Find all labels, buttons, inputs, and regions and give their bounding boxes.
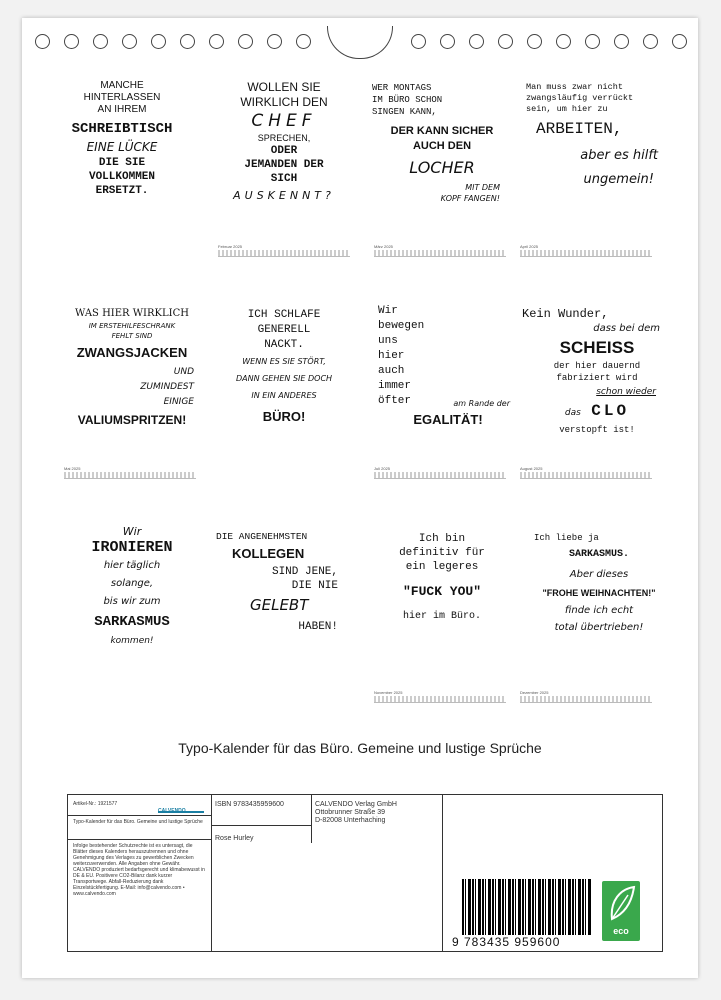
quote-line: IM BÜRO SCHON (372, 95, 443, 105)
quote-line: hier täglich (103, 560, 161, 571)
quote-line: der hier dauernd (553, 361, 641, 371)
binding-ring (469, 34, 484, 49)
binding-ring (411, 34, 426, 49)
quote-line: sein, um hier zu (526, 104, 608, 114)
quote-line: DIE SIE (98, 157, 146, 169)
quote-line: dass bei dem (593, 323, 660, 334)
quote-line: SPRECHEN, (257, 133, 311, 143)
quote-line: IN EIN ANDERES (251, 391, 317, 400)
quote-line: FEHLT SIND (111, 332, 153, 340)
quote-line: SCHEISS (559, 338, 635, 357)
quote-line: IM ERSTEHILFESCHRANK (88, 322, 176, 330)
binding-ring (93, 34, 108, 49)
mini-calendar (520, 244, 652, 258)
quote-line: Ich bin (418, 533, 466, 545)
quote-line: DANN GEHEN SIE DOCH (235, 374, 333, 383)
quote-line: definitiv für (399, 547, 485, 559)
mini-calendar (374, 690, 506, 704)
mini-calendar (64, 466, 196, 480)
binding-ring (527, 34, 542, 49)
quote-line: ARBEITEN, (536, 120, 623, 138)
quote-tile-1 (52, 80, 192, 280)
quote-line: BÜRO! (262, 409, 306, 424)
quote-line: MANCHE (100, 80, 144, 91)
quote-line: ERSETZT. (95, 185, 149, 197)
month-label: August 2025 (520, 466, 543, 471)
binding-ring (35, 34, 50, 49)
quote-line: MIT DEM (465, 183, 500, 192)
month-label: April 2025 (520, 244, 539, 249)
quote-line: ZUMINDEST (140, 382, 194, 392)
leaf-icon (602, 881, 640, 925)
month-label: November 2025 (374, 690, 403, 695)
quote-line: DIE NIE (291, 580, 338, 592)
quote-line: ICH SCHLAFE (247, 309, 321, 321)
quote-line: immer (378, 380, 412, 392)
quote-line: AUCH DEN (412, 140, 472, 152)
author: Rose Hurley (215, 835, 254, 842)
quote-line: NACKT. (264, 339, 304, 351)
quote-line: Ich liebe ja (534, 533, 599, 543)
quote-line: bewegen (378, 320, 425, 332)
quote-line: DER KANN SICHER (390, 125, 494, 137)
quote-line: SCHREIBTISCH (71, 121, 173, 137)
publisher-address: CALVENDO Verlag GmbH Ottobrunner Straße 39 D-82008 Unterhaching (315, 801, 397, 824)
quote-tile-6 (214, 308, 354, 508)
quote-line: SINGEN KANN, (372, 107, 437, 117)
month-label: Mai 2025 (64, 466, 81, 471)
quote-line: WOLLEN SIE (247, 80, 321, 94)
isbn: ISBN 9783435959600 (215, 801, 284, 808)
hanger-notch (327, 26, 393, 59)
quote-line: GENERELL (257, 324, 311, 336)
binding-ring (122, 34, 137, 49)
quote-line: ZWANGSJACKEN (76, 345, 188, 360)
quote-line: aber es hilft (580, 148, 658, 163)
mini-calendar (374, 244, 506, 258)
quote-line: HINTERLASSEN (83, 92, 161, 103)
quote-line: Wir (122, 525, 142, 538)
quote-line: ein legeres (405, 561, 479, 573)
quote-line: EGALITÄT! (413, 412, 483, 427)
quote-line: verstopft ist! (559, 425, 635, 435)
binding-ring (643, 34, 658, 49)
quote-line: "FUCK YOU" (402, 584, 481, 599)
quote-line: WENN ES SIE STÖRT, (242, 357, 326, 366)
quote-tile-10 (216, 530, 356, 730)
binding-ring (151, 34, 166, 49)
quote-line: bis wir zum (103, 596, 161, 607)
article-number: Artikel-Nr.: 1921577 (73, 801, 118, 807)
quote-line: CLO (591, 402, 630, 420)
quote-line: ODER (270, 145, 298, 157)
mini-calendar (374, 466, 506, 480)
quote-line: fabriziert wird (556, 373, 638, 383)
binding-ring (209, 34, 224, 49)
quote-line: SARKASMUS. (568, 549, 629, 560)
mini-calendar (520, 690, 652, 704)
binding-ring (440, 34, 455, 49)
binding-rings (22, 30, 698, 54)
quote-line: WIRKLICH DEN (240, 95, 328, 109)
quote-line: am Rande der (453, 399, 510, 408)
quote-line: auch (378, 365, 405, 377)
binding-ring (267, 34, 282, 49)
eco-badge: eco (602, 881, 640, 941)
quote-line: JEMANDEN DER (244, 159, 324, 171)
month-label: Februar 2025 (218, 244, 243, 249)
quote-line: Aber dieses (569, 569, 629, 580)
quote-line: hier (378, 350, 405, 362)
binding-ring (498, 34, 513, 49)
quote-line: EINIGE (163, 397, 194, 407)
binding-ring (672, 34, 687, 49)
binding-ring (238, 34, 253, 49)
binding-ring (556, 34, 571, 49)
quote-line: VOLLKOMMEN (88, 171, 155, 183)
quote-line: Wir (378, 305, 398, 317)
quote-line: IRONIEREN (91, 539, 173, 556)
calendar-title: Typo-Kalender für das Büro. Gemeine und lustige Sprüche (178, 740, 542, 756)
quote-line: öfter (378, 395, 412, 407)
quote-tile-9 (62, 525, 202, 725)
quote-line: solange, (110, 578, 154, 589)
legal-notice: Infolge bestehender Schutzrechte ist es untersagt, die Blätter dieses Kalenders herauszutrennen und ohne Genehmigung des Verlages zu gewerblichen Zwecken weiterzuverwenden. Alle Angaben ohne Gewähr. CALVENDO produziert bedarfsgerecht und klimabewusst in DE & EU. Positivere CO2-Bilanz dank kurzer Transportwege. Abfall-Reduzierung dank Einzelstückfertigung. E-Mail: info@calvendo.com • www.calvendo.com (73, 843, 205, 897)
info-column-isbn (211, 795, 443, 951)
quote-line: Kein Wunder, (522, 307, 609, 321)
info-column-barcode (442, 795, 662, 951)
quote-line: HABEN! (298, 621, 338, 633)
quote-line: schon wieder (596, 387, 656, 397)
quote-line: SARKASMUS (94, 614, 170, 630)
barcode-number: 9 783435 959600 (452, 935, 561, 949)
quote-line: WER MONTAGS (372, 83, 432, 93)
binding-ring (614, 34, 629, 49)
binding-ring (296, 34, 311, 49)
quote-line: EINE LÜCKE (86, 140, 158, 154)
product-title: Typo-Kalender für das Büro. Gemeine und lustige Sprüche (73, 819, 203, 825)
quote-line: kommen! (110, 636, 154, 646)
quote-line: KOPF FANGEN! (440, 194, 500, 203)
quote-line: KOLLEGEN (232, 546, 305, 561)
quote-line: LOCHER (409, 158, 475, 177)
quote-line: UND (173, 367, 194, 377)
month-label: März 2025 (374, 244, 393, 249)
binding-ring (64, 34, 79, 49)
quote-line: das (564, 408, 581, 418)
quote-line: uns (378, 335, 398, 347)
quote-line: DIE ANGENEHMSTEN (216, 531, 308, 542)
binding-ring (180, 34, 195, 49)
calvendo-logo: CALVENDO (158, 799, 204, 813)
quote-line: "FROHE WEIHNACHTEN!" (542, 588, 656, 598)
quote-line: zwangsläufig verrückt (526, 93, 634, 103)
mini-calendar (520, 466, 652, 480)
calendar-back-page (22, 18, 698, 978)
quote-line: SIND JENE, (271, 566, 338, 578)
mini-calendar (218, 244, 350, 258)
quote-line: WAS HIER WIRKLICH (75, 308, 189, 319)
quote-line: ungemein! (583, 172, 654, 187)
month-label: Dezember 2025 (520, 690, 549, 695)
info-column-article (68, 795, 212, 951)
binding-ring (585, 34, 600, 49)
quote-line: SICH (270, 173, 298, 185)
publisher-info-box (67, 794, 663, 952)
quote-line: GELEBT (250, 596, 309, 614)
quote-line: Man muss zwar nicht (526, 82, 623, 92)
barcode (462, 879, 592, 935)
quote-line: AUSKENNT? (233, 189, 335, 202)
quote-line: finde ich echt (564, 605, 634, 616)
month-label: Juli 2025 (374, 466, 391, 471)
quote-line: VALIUMSPRITZEN! (77, 413, 187, 427)
quote-line: CHEF (251, 111, 317, 131)
quote-line: total übertrieben! (554, 622, 644, 633)
quote-line: AN IHREM (97, 104, 147, 115)
quote-line: hier im Büro. (402, 611, 481, 622)
